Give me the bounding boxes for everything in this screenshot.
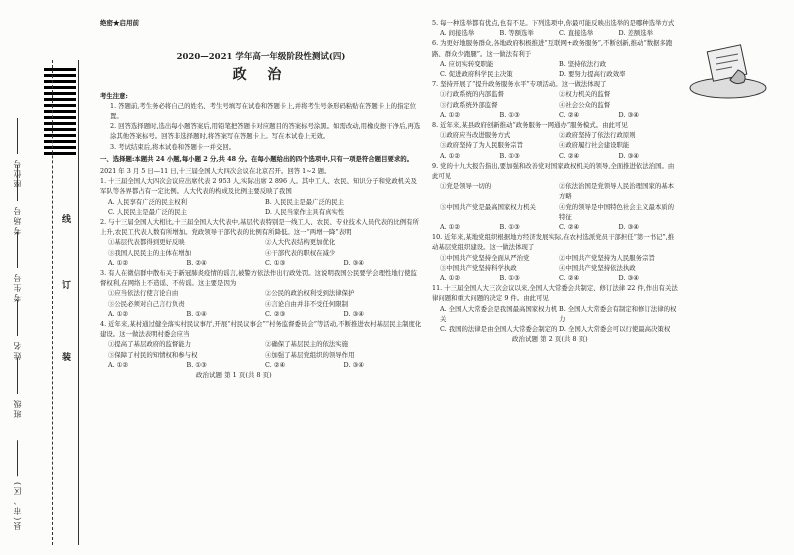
answer-option: D. 人民当家作主具有真实性 <box>265 207 345 216</box>
question <box>100 309 422 319</box>
question <box>432 283 678 334</box>
cut-word-bind: 订 <box>62 281 72 291</box>
question <box>100 268 422 309</box>
ballot-box-illustration <box>680 40 776 104</box>
answer-option: A. ①② <box>108 360 129 369</box>
answer-option: ②公民的政治权利受到法律保护 <box>265 289 355 298</box>
answer-option: A. 间接选举 <box>440 29 475 38</box>
answer-option: B. ①③ <box>186 360 207 369</box>
question <box>100 319 422 360</box>
answer-option: ①政府应当改进服务方式 <box>440 131 511 140</box>
option-group <box>432 273 678 283</box>
answer-option: A. ①② <box>108 309 129 318</box>
question-stem: 3. 有人在微信群中散布关于新冠肺炎疫情的谣言,被警方依法作出行政处罚。这说明我国公民要学会理性地行使监督权利,在网络上不造谣、不传谣。这主要是因为 <box>100 269 417 288</box>
question <box>432 120 678 151</box>
right-question-list <box>432 18 678 334</box>
answer-option: ①提高了基层政府的监督能力 <box>108 340 192 349</box>
option-group <box>432 181 678 222</box>
answer-option: ②中国共产党坚持为人民服务宗旨 <box>559 253 655 262</box>
question-stem: 9. 党的十九大报告指出,要加强和改善党对国家政权机关的领导,全面推进依法治国。由此可见 <box>432 161 675 181</box>
option-group <box>100 339 422 359</box>
notice-item: 1. 答题前,考生务必将自己的姓名、考生号填写在试卷和答题卡上,并将考生号条形码粘贴在答题卡上的指定位置。 <box>110 101 417 121</box>
exam-title: 2020—2021 学年高一年级阶段性测试(四) <box>176 52 346 63</box>
answer-option: D. 差额选举 <box>618 29 654 38</box>
barcode <box>44 68 76 156</box>
question <box>100 166 422 176</box>
answer-option: ②人大代表结构更加优化 <box>265 238 336 247</box>
answer-option: C. ②③ <box>265 309 286 318</box>
answer-option: ④加强了基层党组织的领导作用 <box>265 350 355 359</box>
answer-option: ②依法治国是党领导人民治理国家的基本方略 <box>559 182 675 201</box>
answer-option: A. ①② <box>440 223 461 232</box>
answer-option: B. ①③ <box>499 223 520 232</box>
option-group <box>100 237 422 257</box>
question-stem: 6. 为更好地服务群众,各地政府积极推进“互联网+政务服务”,不断创新,推动“数据多跑路、群众少跑腿”。这一做法有利于 <box>432 39 673 58</box>
option-group <box>432 222 678 232</box>
answer-option: ④言论自由并非不受任何限制 <box>265 299 349 308</box>
answer-option: ④社会公众的监督 <box>559 100 611 109</box>
option-group <box>100 197 422 217</box>
answer-option: ④干部代表的职权在减少 <box>265 248 336 257</box>
question <box>100 360 422 370</box>
footer-left: 政治试题 第 1 页(共 8 页) <box>196 370 272 379</box>
answer-option: ②政府坚持了依法行政原则 <box>559 131 636 140</box>
right-column <box>432 18 784 344</box>
question-stem: 2021 年 3 月 5 日—11 日,十三届全国人大四次会议在北京召开。回答 1~2 题。 <box>100 167 331 176</box>
answer-option: ④中国共产党坚持依法执政 <box>559 263 636 272</box>
cut-line <box>52 60 53 545</box>
binding-field-seat: 座位号 <box>12 118 23 188</box>
answer-option: D. ③④ <box>618 151 639 160</box>
answer-option: C. ②④ <box>559 223 580 232</box>
answer-option: ③中国共产党坚持科学执政 <box>440 263 517 272</box>
answer-option: C. ②④ <box>265 360 286 369</box>
answer-option: ③政府坚持了为人民服务宗旨 <box>440 141 524 150</box>
option-group <box>100 288 422 308</box>
answer-option: ③中国共产党是最高国家权力机关 <box>440 202 536 211</box>
question-stem: 5. 每一种选举都有优点,也有不足。下列选项中,你最可能反映出选举的是哪种选举方式 <box>432 19 675 27</box>
cut-word-install: 装 <box>62 353 72 363</box>
binding-line <box>78 60 79 545</box>
question-stem: 1. 十三届全国人大四次会议应出席代表 2 953 人,实际出席 2 896 人。其中工人、农民、知识分子和党政机关及军队等各界都占有一定比例。人大代表的构成及比例主要反映了我国 <box>100 177 417 196</box>
binding-field-county: 县(市、区) <box>12 440 23 530</box>
question-stem: 8. 近年来,某县政府创新推动“政务服务一网通办”服务模式。由此可见 <box>432 121 628 130</box>
answer-option: A. ①② <box>108 258 129 267</box>
subject-title: 政 治 <box>232 67 290 84</box>
option-group <box>100 360 422 370</box>
binding-field-name: 姓名 <box>12 300 23 360</box>
option-group <box>432 130 678 150</box>
question <box>432 151 678 161</box>
answer-option: A. 人民享有广泛的民主权利 <box>108 197 187 206</box>
answer-option: C. ②④ <box>559 110 580 119</box>
question <box>100 258 422 268</box>
answer-option: A. ①② <box>440 274 461 283</box>
cut-word-line: 线 <box>62 215 72 225</box>
question <box>432 161 678 222</box>
answer-option: D. 要努力提高行政效率 <box>559 70 626 79</box>
answer-option: A. ①② <box>440 110 461 119</box>
question-stem: 11. 十三届全国人大三次会议以来,全国人大常委会共制定、修订法律 22 件,作出有关法律问题和重大问题的决定 9 件。由此可见 <box>432 284 678 303</box>
answer-option: ④政府履行社会建设职能 <box>559 141 630 150</box>
question <box>432 232 678 273</box>
notice-title: 考生注意: <box>100 91 128 100</box>
binding-field-class: 班级 <box>12 358 23 418</box>
option-group <box>432 89 678 109</box>
binding-margin <box>0 0 100 555</box>
question-stem: 2. 与十三届全国人大相比,十三届全国人大代表中,基层代表特别是一线工人、农民、专业技术人员代表的比例有所上升,农民工代表人数有所增加。党政领导干部代表的比例有所降低。这一“两增一降”表明 <box>100 218 419 237</box>
binding-field-examinee: 考生号 <box>12 232 23 302</box>
notice-item: 3. 考试结束后,将本试卷和答题卡一并交回。 <box>110 142 236 151</box>
binding-field-room: 考场号 <box>12 165 23 235</box>
answer-option: ①党是领导一切的 <box>440 182 492 191</box>
question <box>432 273 678 283</box>
option-group <box>432 59 678 79</box>
secret-mark: 绝密★启用前 <box>100 19 139 27</box>
answer-option: B. 全国人大常委会有制定和修订法律的权力 <box>559 304 677 323</box>
question <box>432 110 678 120</box>
answer-option: D. ③④ <box>618 274 639 283</box>
answer-option: A. 应切实转变职能 <box>440 59 494 68</box>
answer-option: C. ②④ <box>559 151 580 160</box>
option-group <box>432 28 678 38</box>
answer-option: B. ①③ <box>499 151 520 160</box>
answer-option: A. ①② <box>440 151 461 160</box>
answer-option: C. 直接选举 <box>559 29 594 38</box>
answer-option: C. 人民民主是最广泛的民主 <box>108 207 188 216</box>
answer-option: ③保障了村民的知情权和参与权 <box>108 350 198 359</box>
question-stem: 10. 近年来,某地党组织根据地方经济发展实际,在农村选派党员干部担任“第一书记”,推动基层党组织建设。这一做法体现了 <box>432 233 675 252</box>
answer-option: D. ③④ <box>343 309 364 318</box>
answer-option: ②权力机关的监督 <box>559 90 611 99</box>
option-group <box>100 309 422 319</box>
answer-option: ③我国人民民主的主体在增加 <box>108 248 192 257</box>
answer-option: B. ②④ <box>186 258 207 267</box>
option-group <box>432 253 678 273</box>
left-column <box>100 18 422 379</box>
answer-option: B. ①③ <box>499 274 520 283</box>
section-header: 一、选择题:本题共 24 小题,每小题 2 分,共 48 分。在每小题给出的四个选项中,只有一项是符合题目要求的。 <box>100 154 414 163</box>
answer-option: ①中国共产党坚持全面从严治党 <box>440 253 530 262</box>
answer-option: D. 全国人大常委会可以行使最高决策权 <box>559 325 671 334</box>
answer-option: D. ③④ <box>343 360 364 369</box>
option-group <box>432 110 678 120</box>
answer-option: B. 等额选举 <box>499 29 534 38</box>
option-group <box>432 304 678 335</box>
question-stem: 4. 近年来,某村通过健全落实村民议事厅,开展“村民议事会”“村务监督委员会”等活动,不断推进农村基层民主制度化建设。这一做法表明村委会应当 <box>100 320 422 339</box>
answer-option: ③行政系统外部监督 <box>440 100 498 109</box>
option-group <box>432 151 678 161</box>
answer-option: ②确保了基层民主的依法实施 <box>265 340 349 349</box>
answer-option: D. ③④ <box>618 110 639 119</box>
footer-right: 政治试题 第 2 页(共 8 页) <box>512 335 588 344</box>
answer-option: ①应当依法行使言论自由 <box>108 289 179 298</box>
answer-option: C. 我国的法律是由全国人大常委会制定的 <box>440 325 558 334</box>
answer-option: B. 坚持依法行政 <box>559 59 607 68</box>
question <box>432 18 678 38</box>
notice-item: 2. 回答选择题时,选出每小题答案后,用铅笔把答题卡对应题目的答案标号涂黑。如需改动,用橡皮擦干净后,再选涂其他答案标号。回答非选择题时,将答案写在答题卡上。写在本试卷上无效。 <box>110 122 421 141</box>
answer-option: ①基层代表都得到更好反映 <box>108 238 185 247</box>
answer-option: C. ①③ <box>265 258 286 267</box>
question <box>100 217 422 258</box>
answer-option: B. ①③ <box>499 110 520 119</box>
answer-option: A. 全国人大常委会是我国最高国家权力机关 <box>440 304 558 323</box>
answer-option: ①行政系统的内部监督 <box>440 90 504 99</box>
question <box>100 176 422 217</box>
answer-option: C. ②④ <box>559 274 580 283</box>
answer-option: B. 人民民主是最广泛的民主 <box>265 197 345 206</box>
answer-option: ④党的领导是中国特色社会主义最本质的特征 <box>559 202 675 221</box>
answer-option: C. 促进政府科学民主决策 <box>440 70 513 79</box>
left-question-list <box>100 166 422 370</box>
question <box>432 222 678 232</box>
question-stem: 7. 坚持开展了“提升政务服务水平”专项活动。这一做法体现了 <box>432 80 607 89</box>
question <box>432 79 678 110</box>
answer-option: B. ①④ <box>186 309 207 318</box>
answer-option: ③公民必须对自己言行负责 <box>108 299 185 308</box>
answer-option: D. ③④ <box>343 258 364 267</box>
answer-option: D. ③④ <box>618 223 639 232</box>
option-group <box>100 258 422 268</box>
question <box>432 38 678 79</box>
